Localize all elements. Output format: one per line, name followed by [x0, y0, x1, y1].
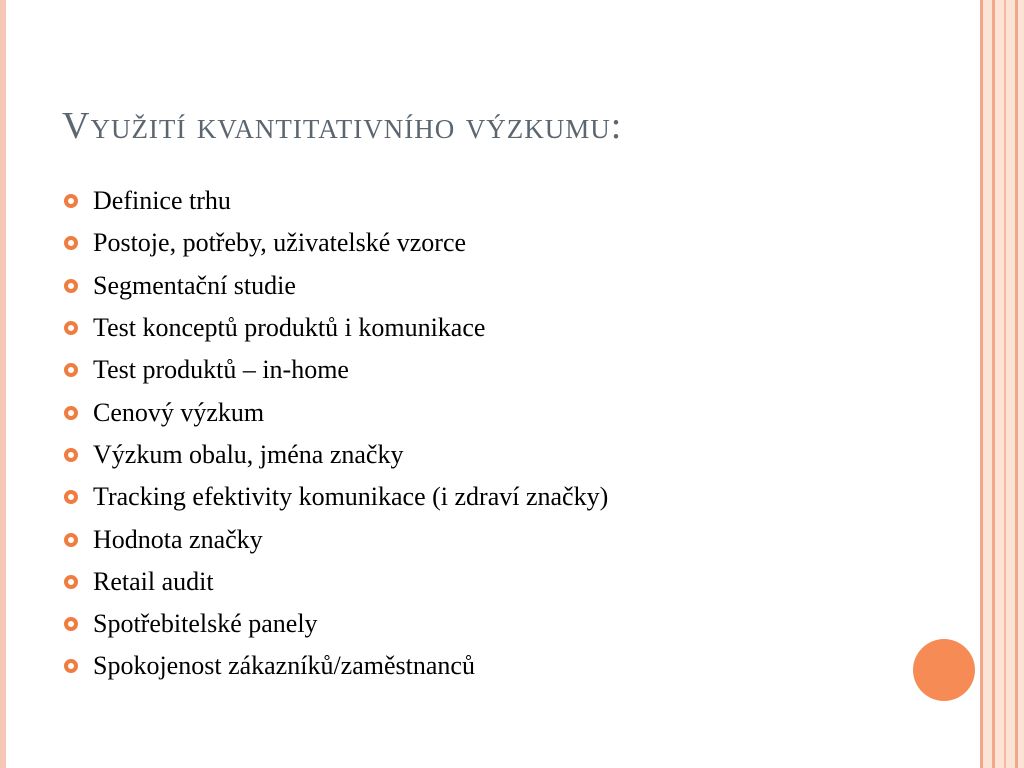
bullet-ring-icon	[64, 659, 78, 673]
list-item	[64, 561, 608, 603]
list-item	[64, 434, 608, 476]
list-item	[64, 349, 608, 391]
list-item	[64, 307, 608, 349]
bullet-text: Výzkum obalu, jména značky	[93, 439, 404, 469]
right-stripe-3	[1004, 0, 1006, 768]
bullet-list	[64, 180, 608, 688]
list-item	[64, 518, 608, 560]
bullet-text: Hodnota značky	[93, 524, 263, 554]
list-item	[64, 222, 608, 264]
list-item	[64, 603, 608, 645]
bullet-ring-icon	[64, 363, 78, 377]
bullet-ring-icon	[64, 617, 78, 631]
bullet-text: Spokojenost zákazníků/zaměstnanců	[93, 651, 475, 681]
bullet-ring-icon	[64, 194, 78, 208]
bullet-text: Spotřebitelské panely	[93, 609, 318, 639]
orange-circle-icon	[913, 639, 975, 701]
bullet-text: Postoje, potřeby, uživatelské vzorce	[93, 228, 467, 258]
bullet-ring-icon	[64, 279, 78, 293]
slide-title: Využití kvantitativního výzkumu:	[62, 105, 623, 147]
bullet-ring-icon	[64, 406, 78, 420]
bullet-text: Tracking efektivity komunikace (i zdraví značky)	[93, 482, 609, 512]
bullet-ring-icon	[64, 533, 78, 547]
right-stripe-1	[980, 0, 983, 768]
bullet-text: Test produktů – in-home	[93, 355, 349, 385]
left-border-decoration	[0, 0, 6, 768]
bullet-text: Test konceptů produktů i komunikace	[93, 313, 486, 343]
bullet-ring-icon	[64, 575, 78, 589]
bullet-ring-icon	[64, 321, 78, 335]
list-item	[64, 645, 608, 687]
bullet-ring-icon	[64, 490, 78, 504]
right-stripe-2	[992, 0, 995, 768]
bullet-ring-icon	[64, 236, 78, 250]
bullet-text: Definice trhu	[93, 186, 231, 216]
list-item	[64, 265, 608, 307]
bullet-ring-icon	[64, 448, 78, 462]
list-item	[64, 476, 608, 518]
right-stripe-4	[1015, 0, 1018, 768]
list-item	[64, 391, 608, 433]
list-item	[64, 180, 608, 222]
bullet-text: Retail audit	[93, 566, 214, 596]
bullet-text: Cenový výzkum	[93, 397, 265, 427]
bullet-text: Segmentační studie	[93, 270, 296, 300]
